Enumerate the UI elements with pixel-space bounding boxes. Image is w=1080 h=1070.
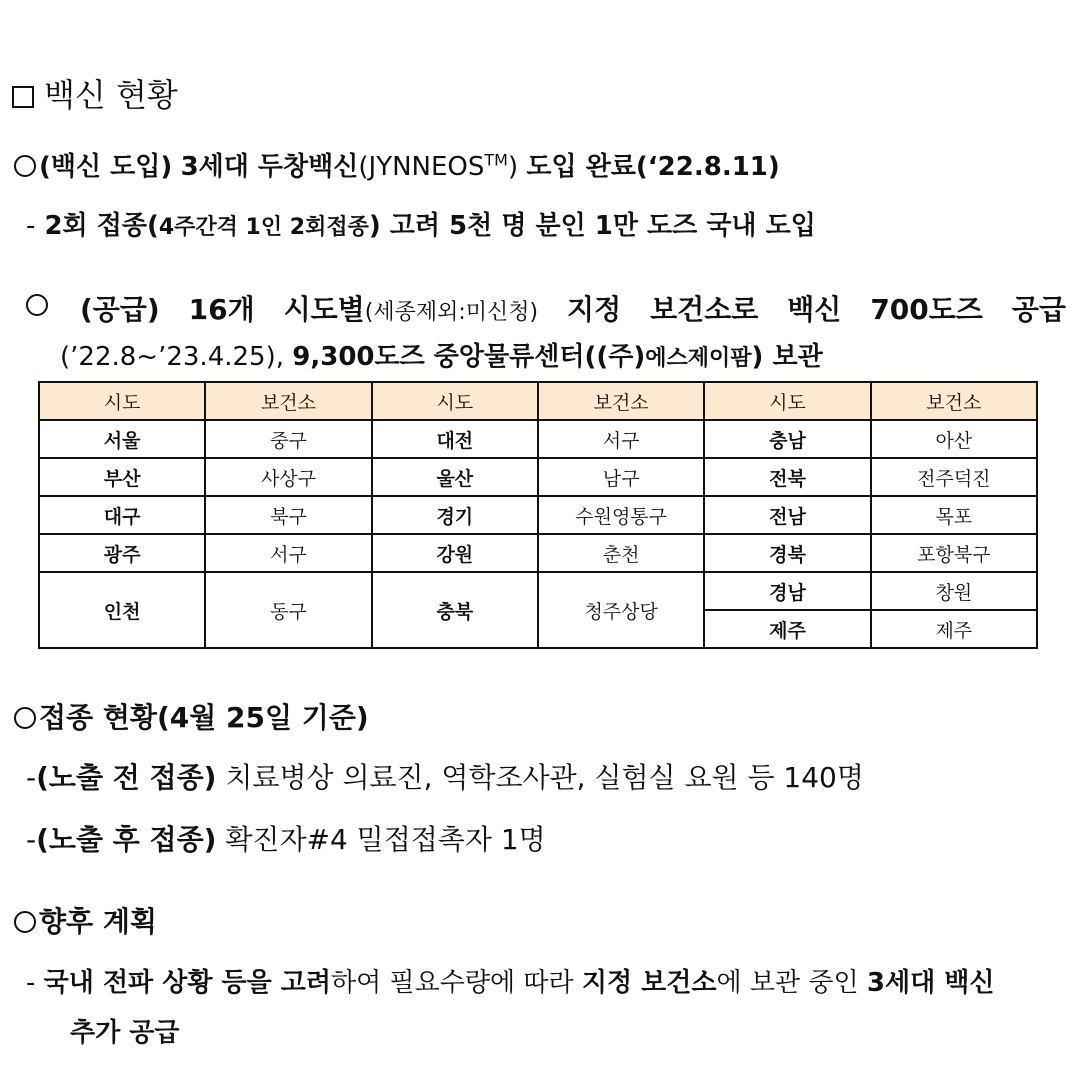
plan-title-text: 향후 계획: [39, 905, 157, 938]
table-row: [39, 420, 1037, 458]
intro-detail-p1: 2회 접종(: [44, 211, 159, 241]
table-row: [39, 572, 1037, 610]
plan-b2: 지정 보건소: [581, 968, 717, 998]
supply-w5: 보건소로: [650, 293, 759, 326]
table-cell: 창원: [871, 572, 1037, 610]
dash: -: [26, 761, 37, 794]
table-header: 시도: [39, 382, 205, 420]
table-header: 보건소: [538, 382, 704, 420]
dash: -: [26, 823, 37, 856]
supply-w4: 지정: [567, 293, 622, 326]
table-header-row: [39, 382, 1037, 420]
supply-w3b: (세종제외:미신청): [364, 300, 539, 325]
table-cell: 사상구: [205, 458, 371, 496]
post-exposure-text: 확진자#4 밀접접촉자 1명: [225, 823, 546, 856]
intro-paren-open: (JYNNEOS: [358, 152, 485, 182]
supply-w2: 16개: [188, 293, 255, 326]
table-cell: 제주: [871, 610, 1037, 648]
intro-detail-line: [26, 205, 816, 242]
supply-end: ) 보관: [751, 342, 823, 372]
intro-bold2: 도입 완료(‘22.8.11): [526, 152, 780, 182]
table-header: 시도: [704, 382, 870, 420]
plan-n1: 하여 필요수량에 따라: [331, 968, 574, 998]
plan-b3: 3세대 백신: [866, 968, 995, 998]
table-cell: 서구: [205, 534, 371, 572]
supply-w7: 700도즈: [870, 293, 983, 326]
table-cell: 인천: [39, 572, 205, 648]
table-row: [39, 458, 1037, 496]
table-header: 보건소: [871, 382, 1037, 420]
table-row: [39, 496, 1037, 534]
intro-detail-p3: ) 고려 5천 명 분인 1만 도즈 국내 도입: [368, 211, 816, 241]
supply-w8: 공급: [1011, 293, 1066, 326]
bullet-circle-icon: [14, 911, 36, 933]
table-cell: 강원: [372, 534, 538, 572]
pre-exposure-line: [26, 756, 864, 796]
dash: -: [26, 211, 36, 241]
bullet-circle-icon: [14, 707, 36, 729]
table-cell: 목포: [871, 496, 1037, 534]
table-cell: 경남: [704, 572, 870, 610]
table-cell: 아산: [871, 420, 1037, 458]
intro-paren-close: ): [507, 152, 519, 182]
vaccination-title: [14, 696, 369, 736]
table-cell: 전남: [704, 496, 870, 534]
table-cell: 경기: [372, 496, 538, 534]
pre-exposure-label: (노출 전 접종): [36, 761, 217, 794]
table-cell: 서구: [538, 420, 704, 458]
plan-line-2: [70, 1012, 180, 1049]
bullet-circle-icon: [14, 155, 36, 177]
table-cell: 수원영통구: [538, 496, 704, 534]
table-cell: 대구: [39, 496, 205, 534]
supply-company: 에스제이팜: [645, 346, 752, 371]
table-cell: 대전: [372, 420, 538, 458]
intro-bold1: 3세대 두창백신: [180, 152, 359, 182]
supply-w3a: 시도별: [283, 293, 365, 326]
table-header: 시도: [372, 382, 538, 420]
plan-title: [14, 900, 157, 940]
table-row: [39, 534, 1037, 572]
table-cell: 북구: [205, 496, 371, 534]
table-cell: 포항북구: [871, 534, 1037, 572]
supply-storage: 9,300도즈 중앙물류센터((주): [292, 342, 646, 372]
health-center-table: [38, 381, 1038, 649]
post-exposure-line: [26, 818, 546, 858]
table-cell: 부산: [39, 458, 205, 496]
table-cell: 제주: [704, 610, 870, 648]
table-cell: 광주: [39, 534, 205, 572]
supply-line: [26, 288, 1066, 328]
pre-exposure-text: 치료병상 의료진, 역학조사관, 실험실 요원 등 140명: [225, 761, 864, 794]
table-cell: 동구: [205, 572, 371, 648]
table-cell: 충남: [704, 420, 870, 458]
plan-b1: 국내 전파 상황 등을 고려: [43, 968, 332, 998]
supply-line-2: [60, 336, 823, 373]
supply-w1: (공급): [79, 293, 160, 326]
plan-n2: 에 보관 중인: [716, 968, 859, 998]
supply-w6: 백신: [787, 293, 842, 326]
intro-head: (백신 도입): [39, 152, 173, 182]
table-cell: 경북: [704, 534, 870, 572]
post-exposure-label: (노출 후 접종): [36, 823, 217, 856]
table-cell: 춘천: [538, 534, 704, 572]
plan-line2-text: 추가 공급: [70, 1018, 180, 1048]
table-header: 보건소: [205, 382, 371, 420]
table-cell: 전주덕진: [871, 458, 1037, 496]
intro-detail-p2: 4주간격 1인 2회접종: [158, 215, 369, 240]
table-cell: 충북: [372, 572, 538, 648]
checkbox-square-icon: [12, 86, 34, 108]
dash: -: [26, 968, 36, 998]
table-cell: 중구: [205, 420, 371, 458]
table-cell: 남구: [538, 458, 704, 496]
table-cell: 전북: [704, 458, 870, 496]
table-cell: 서울: [39, 420, 205, 458]
table-cell: 울산: [372, 458, 538, 496]
plan-line: [26, 962, 995, 999]
supply-period: (’22.8~’23.4.25),: [60, 342, 284, 372]
intro-line: [14, 146, 780, 183]
section-title: [12, 70, 178, 116]
vaccination-title-text: 접종 현황(4월 25일 기준): [39, 701, 369, 734]
section-title-text: 백신 현황: [44, 76, 178, 114]
bullet-circle-icon: [26, 294, 48, 316]
trademark-mark: TM: [484, 150, 508, 170]
table-cell: 청주상당: [538, 572, 704, 648]
